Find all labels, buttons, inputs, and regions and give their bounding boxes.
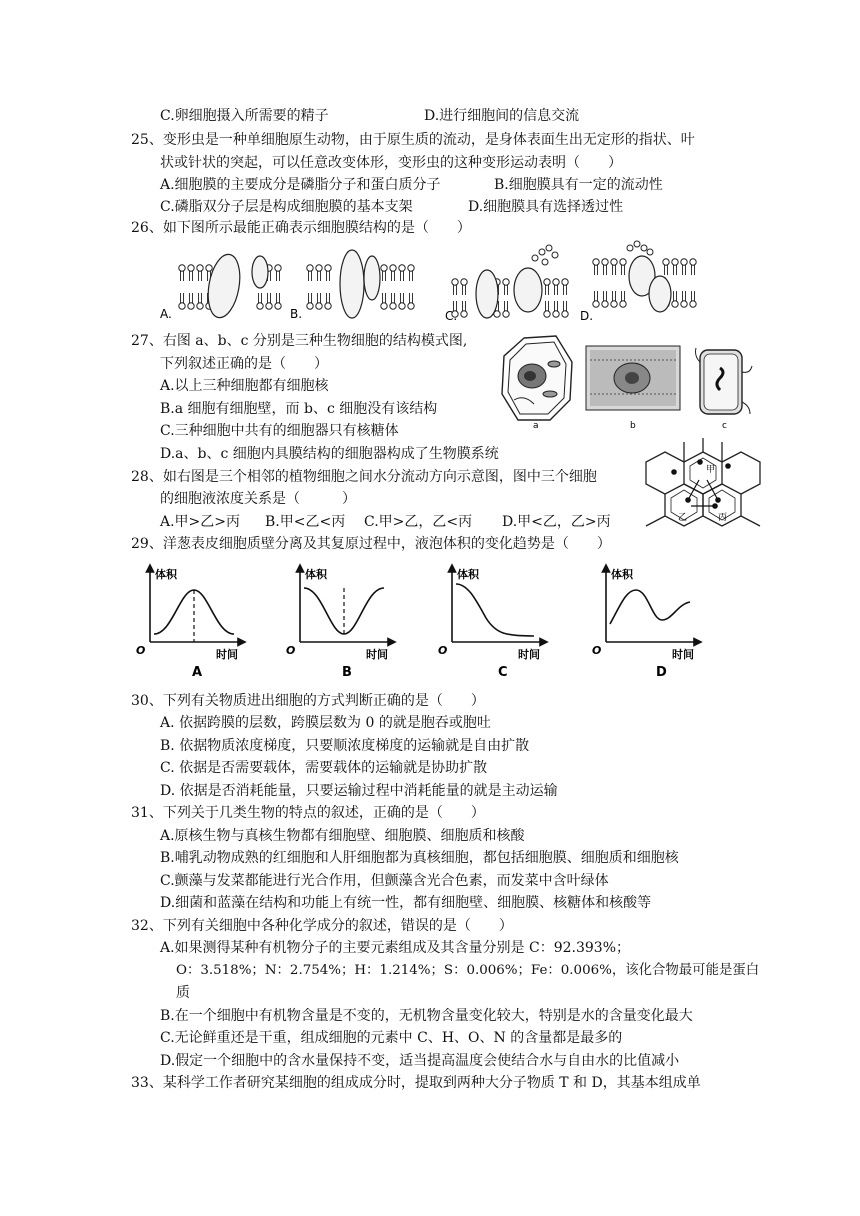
membrane-figure-d xyxy=(580,241,696,323)
cell-label-b: b xyxy=(630,421,636,430)
cell-figure-a xyxy=(502,336,572,430)
graph-b-origin: O xyxy=(286,644,296,657)
cell-bing-label: 丙 xyxy=(718,513,728,523)
q24-option-d: D.进行细胞间的信息交流 xyxy=(424,108,580,124)
graph-d xyxy=(592,567,698,680)
q31-option-a: A.原核生物与真核生物都有细胞壁、细胞膜、细胞质和核酸 xyxy=(160,828,525,844)
cell-figure-c xyxy=(696,348,753,430)
q32-option-a-end: 质 xyxy=(176,985,190,1001)
q25-option-c: C.磷脂双分子层是构成细胞膜的基本支架 xyxy=(160,199,413,215)
q30-stem: 30、下列有关物质进出细胞的方式判断正确的是（ ） xyxy=(131,693,485,709)
graph-b xyxy=(286,567,392,680)
q30-option-d: D. 依据是否消耗能量，只要运输过程中消耗能量的就是主动运输 xyxy=(160,783,558,799)
q32-option-a: A.如果测得某种有机物分子的主要元素组成及其含量分别是 C：92.393%； xyxy=(160,940,631,956)
q30-option-c: C. 依据是否需要载体，需要载体的运输就是协助扩散 xyxy=(160,760,488,776)
q29-stem: 29、洋葱表皮细胞质壁分离及其复原过程中，液泡体积的变化趋势是（ ） xyxy=(131,536,611,552)
graph-a xyxy=(136,567,242,680)
graph-d-origin: O xyxy=(592,644,602,657)
graph-c-ylabel: 体积 xyxy=(457,568,479,581)
graph-d-ylabel: 体积 xyxy=(611,568,633,581)
cell-yi-label: 乙 xyxy=(678,513,688,523)
graph-c-label: C xyxy=(498,665,508,680)
graph-d-label: D xyxy=(656,665,667,680)
membrane-figure-a xyxy=(160,252,281,321)
q25-option-d: D.细胞膜具有选择透过性 xyxy=(468,199,624,215)
q30-option-b: B. 依据物质浓度梯度，只要顺浓度梯度的运输就是自由扩散 xyxy=(160,738,530,754)
cell-figure-b xyxy=(586,346,680,430)
q25-stem-cont: 状或针状的突起，可以任意改变体形，变形虫的这种变形运动表明（ ） xyxy=(160,155,622,171)
q28-option-d: D.甲<乙，乙>丙 xyxy=(502,514,611,530)
graph-c xyxy=(438,567,544,680)
graph-b-ylabel: 体积 xyxy=(305,568,327,581)
graph-a-xlabel: 时间 xyxy=(216,648,238,661)
q27-option-d: D.a、b、c 细胞内具膜结构的细胞器构成了生物膜系统 xyxy=(160,446,499,462)
q33-stem: 33、某科学工作者研究某细胞的组成成分时，提取到两种大分子物质 T 和 D，其基本组成单 xyxy=(131,1075,701,1091)
graph-a-origin: O xyxy=(136,644,146,657)
membrane-figure-b xyxy=(290,250,414,321)
q24-option-c: C.卵细胞摄入所需要的精子 xyxy=(160,108,329,124)
membrane-label-a: A. xyxy=(160,307,172,321)
graph-a-label: A xyxy=(192,665,203,680)
water-flow-figure xyxy=(644,436,762,534)
cell-structure-figures xyxy=(494,332,754,430)
cell-label-a: a xyxy=(533,421,539,430)
q31-option-c: C.颤藻与发菜都能进行光合作用，但颤藻含光合色素，而发菜中含叶绿体 xyxy=(160,873,609,889)
q25-option-a: A.细胞膜的主要成分是磷脂分子和蛋白质分子 xyxy=(160,177,441,193)
q32-option-b: B.在一个细胞中有机物含量是不变的，无机物含量变化较大，特别是水的含量变化最大 xyxy=(160,1008,693,1024)
graph-c-origin: O xyxy=(438,644,448,657)
graph-b-xlabel: 时间 xyxy=(366,648,388,661)
vacuole-volume-graphs xyxy=(130,560,720,682)
q28-option-b: B.甲<乙<丙 xyxy=(265,514,346,530)
q31-option-b: B.哺乳动物成熟的红细胞和人肝细胞都为真核细胞，都包括细胞膜、细胞质和细胞核 xyxy=(160,850,679,866)
membrane-label-d: D. xyxy=(580,309,594,323)
q28-stem-cont: 的细胞液浓度关系是（ ） xyxy=(160,491,356,507)
q25-stem: 25、变形虫是一种单细胞原生动物，由于原生质的流动，是身体表面生出无定形的指状、叶 xyxy=(131,132,695,148)
membrane-figure-c xyxy=(445,245,568,323)
graph-c-xlabel: 时间 xyxy=(518,648,540,661)
q30-option-a: A. 依据跨膜的层数，跨膜层数为 0 的就是胞吞或胞吐 xyxy=(160,715,491,731)
cell-jia-label: 甲 xyxy=(706,465,716,475)
q27-stem: 27、右图 a、b、c 分别是三种生物细胞的结构模式图, xyxy=(131,333,468,349)
q32-option-d: D.假定一个细胞中的含水量保持不变，适当提高温度会使结合水与自由水的比值减小 xyxy=(160,1053,680,1069)
graph-a-ylabel: 体积 xyxy=(155,568,177,581)
cell-label-c: c xyxy=(722,421,727,430)
q27-option-a: A.以上三种细胞都有细胞核 xyxy=(160,378,329,394)
q31-stem: 31、下列关于几类生物的特点的叙述，正确的是（ ） xyxy=(131,805,485,821)
q27-option-b: B.a 细胞有细胞壁，而 b、c 细胞没有该结构 xyxy=(160,401,438,417)
q25-option-b: B.细胞膜具有一定的流动性 xyxy=(494,177,663,193)
membrane-label-b: B. xyxy=(290,307,303,321)
q32-option-c: C.无论鲜重还是干重，组成细胞的元素中 C、H、O、N 的含量都是最多的 xyxy=(160,1030,623,1046)
q32-option-a-cont: O：3.518%；N：2.754%；H：1.214%；S：0.006%；Fe：0.006%，该化合物最可能是蛋白 xyxy=(176,963,760,978)
q27-stem-cont: 下列叙述正确的是（ ） xyxy=(160,356,328,372)
membrane-structure-figures xyxy=(160,238,700,324)
graph-d-xlabel: 时间 xyxy=(672,648,694,661)
q28-stem: 28、如右图是三个相邻的植物细胞之间水分流动方向示意图，图中三个细胞 xyxy=(131,469,597,485)
q27-option-c: C.三种细胞中共有的细胞器只有核糖体 xyxy=(160,423,399,439)
q31-option-d: D.细菌和蓝藻在结构和功能上有统一性，都有细胞壁、细胞膜、核糖体和核酸等 xyxy=(160,895,652,911)
q26-stem: 26、如下图所示最能正确表示细胞膜结构的是（ ） xyxy=(131,220,471,236)
membrane-label-c: C. xyxy=(445,309,458,323)
q32-stem: 32、下列有关细胞中各种化学成分的叙述，错误的是（ ） xyxy=(131,918,513,934)
q28-option-a: A.甲>乙>丙 xyxy=(160,514,241,530)
q28-option-c: C.甲>乙，乙<丙 xyxy=(364,514,473,530)
graph-b-label: B xyxy=(342,665,352,680)
